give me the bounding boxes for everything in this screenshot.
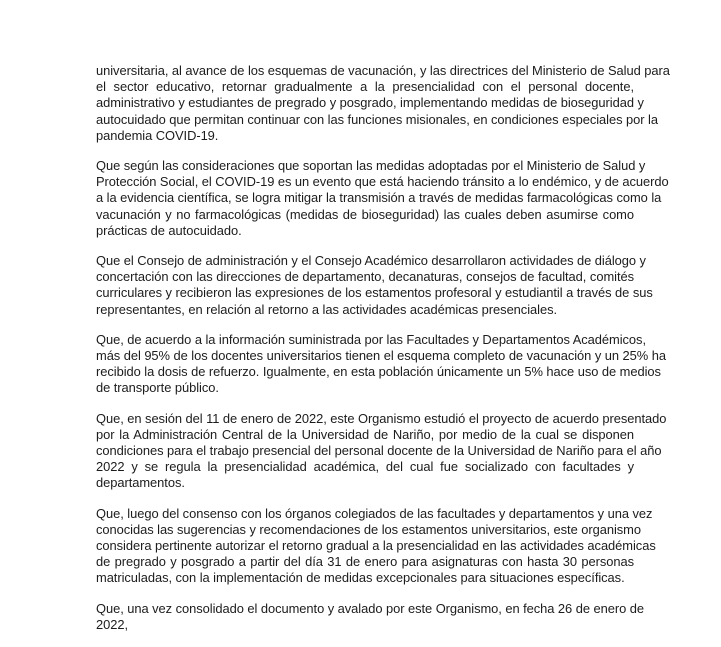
text-line: prácticas de autocuidado. (96, 222, 242, 238)
text-line: autocuidado que permitan continuar con las funciones misionales, en condiciones especiales por la (96, 111, 658, 127)
paragraph-1 (96, 63, 670, 144)
paragraph-2 (96, 158, 669, 239)
text-line: vacunación y no farmacológicas (medidas de bioseguridad) las cuales deben asumirse como (96, 206, 634, 222)
text-line: 2022 y se regula la presencialidad académica, del cual fue socializado con facultades y (96, 459, 634, 475)
text-line: Que el Consejo de administración y el Consejo Académico desarrollaron actividades de diálogo y (96, 253, 646, 269)
text-line: Protección Social, el COVID-19 es un evento que está haciendo tránsito a lo endémico, y de acuerdo (96, 174, 669, 190)
text-line: universitaria, al avance de los esquemas de vacunación, y las directrices del Ministerio de Salud para (96, 63, 670, 78)
text-line: Que, luego del consenso con los órganos colegiados de las facultades y departamentos y una vez (96, 505, 653, 521)
text-line: considera pertinente autorizar el retorno gradual a la presencialidad en las actividades académicas (96, 538, 656, 554)
text-line: condiciones para el trabajo presencial del personal docente de la Universidad de Nariño para el año (96, 443, 662, 459)
text-line: de pregrado y posgrado a partir del día 31 de enero para asignaturas con hasta 30 personas (96, 554, 634, 570)
paragraph-7 (96, 600, 644, 633)
text-line: concertación con las direcciones de departamento, decanaturas, consejos de facultad, comités (96, 269, 634, 285)
text-line: de transporte público. (96, 380, 219, 396)
text-line: representantes, en relación al retorno a las actividades académicas presenciales. (96, 301, 557, 317)
text-line: el sector educativo, retornar gradualmente a la presencialidad con el personal docente, (96, 79, 634, 95)
text-line: Que, una vez consolidado el documento y avalado por este Organismo, en fecha 26 de enero de (96, 600, 644, 616)
paragraph-6 (96, 505, 656, 587)
text-line: matriculadas, con la implementación de medidas excepcionales para situaciones específicas. (96, 570, 625, 586)
text-line: por la Administración Central de la Universidad de Nariño, por medio de la cual se disponen (96, 426, 634, 442)
text-line: recibido la dosis de refuerzo. Igualmente, en esta población únicamente un 5% hace uso de medios (96, 364, 661, 380)
paragraph-4 (96, 331, 666, 397)
document-body (96, 63, 670, 647)
text-line: administrativo y estudiantes de pregrado y posgrado, implementando medidas de bioseguridad y (96, 95, 644, 111)
paragraph-3 (96, 253, 653, 318)
text-line: 2022, (96, 616, 129, 632)
text-line: Que según las consideraciones que soportan las medidas adoptadas por el Ministerio de Salud y (96, 158, 646, 174)
text-line: más del 95% de los docentes universitarios tienen el esquema completo de vacunación y un 25% ha (96, 348, 666, 364)
paragraph-5 (96, 410, 667, 492)
text-line: pandemia COVID-19. (96, 127, 219, 143)
text-line: Que, de acuerdo a la información suministrada por las Facultades y Departamentos Académicos, (96, 331, 646, 347)
text-line: Que, en sesión del 11 de enero de 2022, este Organismo estudió el proyecto de acuerdo presentado (96, 410, 667, 426)
text-line: a la evidencia científica, se logra mitigar la transmisión a través de medidas farmacológicas como la (96, 190, 662, 206)
text-line: curriculares y recibieron las expresiones de los estamentos profesoral y estudiantil a través de sus (96, 285, 653, 301)
text-line: departamentos. (96, 475, 185, 491)
text-line: conocidas las sugerencias y recomendaciones de los estamentos universitarios, este organismo (96, 521, 641, 537)
